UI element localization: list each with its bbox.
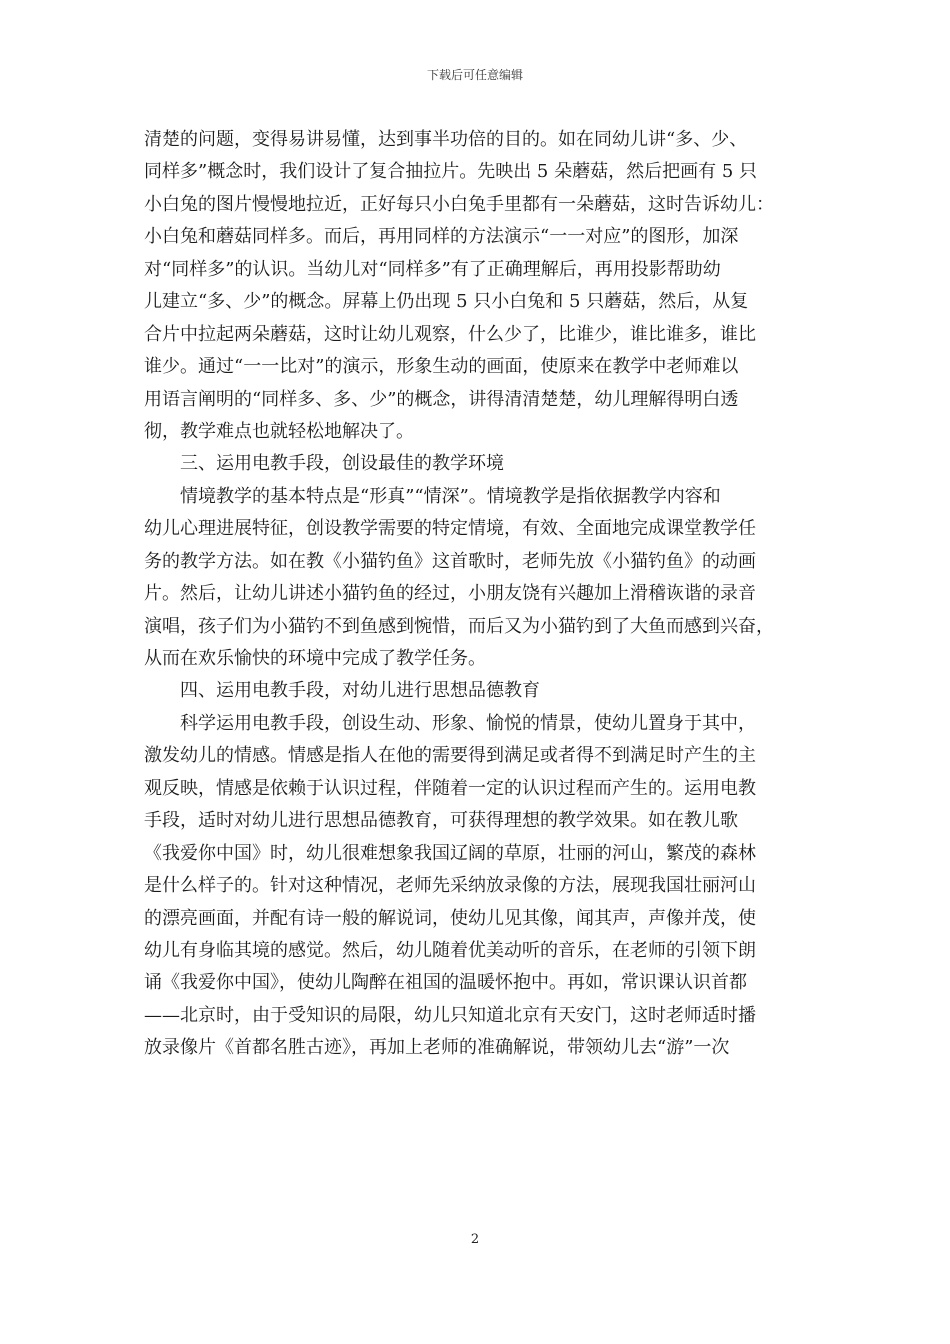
paragraph-first-line: 情境教学的基本特点是“形真”“情深”。情境教学是指依据教学内容和: [180, 485, 721, 507]
body-line: 儿建立“多、少”的概念。屏幕上仍出现 5 只小白兔和 5 只蘑菇，然后，从复: [144, 291, 749, 313]
section-heading: 四、运用电教手段，对幼儿进行思想品德教育: [180, 680, 540, 702]
body-line: 是什么样子的。针对这种情况，老师先采纳放录像的方法，展现我国壮丽河山: [144, 875, 756, 897]
body-line: 演唱，孩子们为小猫钓不到鱼感到惋惜，而后又为小猫钓到了大鱼而感到兴奋，: [144, 615, 774, 637]
body-line: 谁少。通过“一一比对”的演示，形象生动的画面，使原来在教学中老师难以: [144, 356, 739, 378]
body-line: 幼儿有身临其境的感觉。然后，幼儿随着优美动听的音乐，在老师的引领下朗: [144, 939, 756, 961]
body-line: 务的教学方法。如在教《小猫钓鱼》这首歌时，老师先放《小猫钓鱼》的动画: [144, 550, 756, 572]
body-line: 合片中拉起两朵蘑菇，这时让幼儿观察，什么少了，比谁少，谁比谁多，谁比: [144, 323, 756, 345]
body-line: 幼儿心理进展特征，创设教学需要的特定情境，有效、全面地完成课堂教学任: [144, 518, 756, 540]
page-number: 2: [470, 1232, 480, 1247]
document-body: [144, 124, 820, 1065]
body-line: 彻，教学难点也就轻松地解决了。: [144, 420, 414, 442]
body-line: 的漂亮画面，并配有诗一般的解说词，使幼儿见其像，闻其声，声像并茂，使: [144, 907, 756, 929]
body-line: 同样多”概念时，我们设计了复合抽拉片。先映出 5 朵蘑菇，然后把画有 5 只: [144, 161, 757, 183]
section-heading: 三、运用电教手段，创设最佳的教学环境: [180, 453, 504, 475]
body-line: 用语言阐明的“同样多、多、少”的概念，讲得清清楚楚，幼儿理解得明白透: [144, 388, 739, 410]
body-line: 激发幼儿的情感。情感是指人在他的需要得到满足或者得不到满足时产生的主: [144, 745, 756, 767]
body-line: 放录像片《首都名胜古迹》，再加上老师的准确解说，带领幼儿去“游”一次: [144, 1037, 730, 1059]
body-line: 清楚的问题，变得易讲易懂，达到事半功倍的目的。如在同幼儿讲“多、少、: [144, 129, 748, 150]
body-line: 观反映，情感是依赖于认识过程，伴随着一定的认识过程而产生的。运用电教: [144, 777, 756, 799]
body-line: 小白兔和蘑菇同样多。而后，再用同样的方法演示“一一对应”的图形，加深: [144, 226, 739, 248]
body-line: 《我爱你中国》时，幼儿很难想象我国辽阔的草原，壮丽的河山，繁茂的森林: [144, 842, 756, 864]
page-header: 下载后可任意编辑: [426, 68, 523, 82]
body-line: 手段，适时对幼儿进行思想品德教育，可获得理想的教学效果。如在教儿歌: [144, 810, 738, 832]
body-line: ——北京时，由于受知识的局限，幼儿只知道北京有天安门，这时老师适时播: [144, 1004, 756, 1026]
paragraph-first-line: 科学运用电教手段，创设生动、形象、愉悦的情景，使幼儿置身于其中，: [180, 712, 756, 734]
body-line: 诵《我爱你中国》，使幼儿陶醉在祖国的温暖怀抱中。再如，常识课认识首都: [144, 972, 747, 994]
body-line: 片。然后，让幼儿讲述小猫钓鱼的经过，小朋友饶有兴趣加上滑稽诙谐的录音: [144, 583, 756, 605]
body-line: 对“同样多”的认识。当幼儿对“同样多”有了正确理解后，再用投影帮助幼: [144, 258, 721, 280]
body-line: 小白兔的图片慢慢地拉近，正好每只小白兔手里都有一朵蘑菇，这时告诉幼儿：: [144, 193, 774, 215]
body-line: 从而在欢乐愉快的环境中完成了教学任务。: [144, 648, 486, 669]
